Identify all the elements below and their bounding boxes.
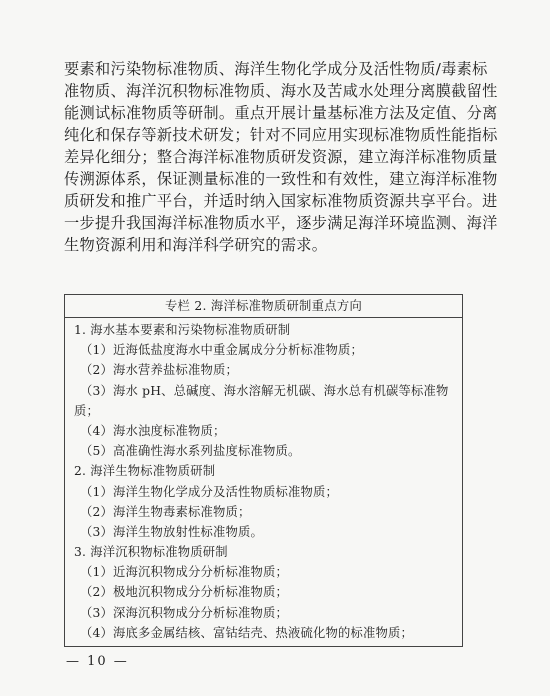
section-heading: 3. 海洋沉积物标准物质研制 <box>74 545 228 560</box>
paragraph-line: 纯化和保存等新技术研发；针对不同应用实现标准物质性能指标 <box>64 126 498 144</box>
paragraph-line: 准物质、海洋沉积物标准物质、海水及苦咸水处理分离膜截留性 <box>64 82 498 100</box>
paragraph-line: 传溯源体系，保证测量标准的一致性和有效性，建立海洋标准物 <box>64 170 498 188</box>
paragraph-line: 要素和污染物标准物质、海洋生物化学成分及活性物质/毒素标 <box>64 60 488 78</box>
paragraph-line: 一步提升我国海洋标准物质水平，逐步满足海洋环境监测、海洋 <box>64 214 498 232</box>
list-item: （2）海水营养盐标准物质； <box>80 363 238 378</box>
list-item: （1）近海沉积物成分分析标准物质； <box>80 565 288 580</box>
list-item: 质； <box>74 403 99 418</box>
list-item: （3）海洋生物放射性标准物质。 <box>80 524 263 539</box>
paragraph-line: 质研发和推广平台，并适时纳入国家标准物质资源共享平台。进 <box>64 192 498 210</box>
section-heading: 1. 海水基本要素和污染物标准物质研制 <box>74 323 291 337</box>
body-paragraph <box>64 58 498 256</box>
list-item: （4）海水浊度标准物质； <box>80 423 226 438</box>
list-item: （1）海洋生物化学成分及活性物质标准物质； <box>80 484 338 499</box>
section-heading: 2. 海洋生物标准物质研制 <box>74 464 216 479</box>
box-title: 专栏 2. 海洋标准物质研制重点方向 <box>65 295 462 318</box>
list-item: （3）海水 pH、总碱度、海水溶解无机碳、海水总有机碳等标准物 <box>80 383 449 398</box>
box-body <box>65 318 462 643</box>
list-item: （4）海底多金属结核、富钴结壳、热液硫化物的标准物质； <box>80 625 413 640</box>
page-number: — 10 — <box>66 654 129 669</box>
list-item: （2）海洋生物毒素标准物质； <box>80 504 251 519</box>
paragraph-line: 生物资源利用和海洋科学研究的需求。 <box>64 236 328 254</box>
list-item: （1）近海低盐度海水中重金属成分分析标准物质； <box>80 343 363 358</box>
paragraph-line: 能测试标准物质等研制。重点开展计量基标准方法及定值、分离 <box>64 104 498 122</box>
paragraph-line: 差异化细分；整合海洋标准物质研发资源，建立海洋标准物质量 <box>64 148 498 166</box>
list-item: （3）深海沉积物成分分析标准物质； <box>80 605 288 620</box>
list-item: （5）高准确性海水系列盐度标准物质。 <box>80 444 301 459</box>
list-item: （2）极地沉积物成分分析标准物质； <box>80 585 288 600</box>
feature-box <box>64 294 463 647</box>
